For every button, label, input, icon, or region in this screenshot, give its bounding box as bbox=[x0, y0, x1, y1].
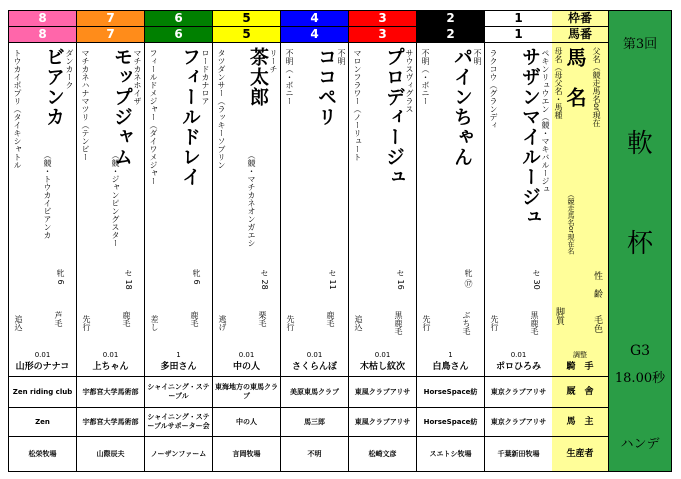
style-legend: 脚質 bbox=[554, 307, 564, 325]
sire-name: ロードカナロア bbox=[201, 49, 210, 105]
stable-name: 東京クラブアリサ bbox=[485, 376, 552, 407]
waku-number: 2 bbox=[417, 11, 484, 27]
odds-value: 1 bbox=[176, 351, 181, 359]
coat-color: 黒鹿毛 bbox=[394, 311, 403, 335]
sex-age: 牝 6 bbox=[56, 269, 65, 285]
dam-name: タツダンサー（ラッキーソブリン bbox=[217, 49, 226, 169]
jockey-name: 中の人 bbox=[232, 362, 260, 372]
sex-age: セ 30 bbox=[532, 269, 541, 290]
running-style: 差し bbox=[150, 315, 159, 331]
race-round: 第3回 bbox=[622, 37, 658, 52]
running-style: 先行 bbox=[82, 315, 91, 331]
jockey-name: 山形のナナコ bbox=[15, 362, 70, 372]
dam-sire-note: （競・ジャンピングスター bbox=[111, 151, 120, 247]
dam-name: マロンフラワー（ノーリュート bbox=[353, 49, 362, 161]
header-column bbox=[552, 11, 609, 471]
stable-name: シャイニング・ステーブル bbox=[145, 376, 212, 407]
stable-legend: 厩 舎 bbox=[552, 376, 608, 407]
odds-value: 0.01 bbox=[510, 351, 527, 359]
jockey-name: 木枯し紋次 bbox=[359, 362, 405, 372]
sire-name: ペキンリュウエン（競・マキバルージュ bbox=[541, 49, 550, 193]
horse-column bbox=[281, 11, 349, 471]
jockey-legend: 騎 手 bbox=[566, 362, 594, 372]
sex-age: セ 16 bbox=[396, 269, 405, 290]
race-info-column bbox=[609, 11, 671, 471]
sire-name: 不明 bbox=[473, 49, 482, 65]
owner-name: Zen bbox=[9, 407, 76, 436]
sex-age: セ 28 bbox=[260, 269, 269, 290]
owner-name: 東京クラブアリサ bbox=[485, 407, 552, 436]
running-style: 追込 bbox=[14, 315, 23, 331]
sire-name: サウスヴィグラス bbox=[405, 49, 414, 113]
running-style: 先行 bbox=[286, 315, 295, 331]
umaban-number: 4 bbox=[281, 27, 348, 43]
dam-name: 不明（・ボニー bbox=[421, 49, 430, 105]
coat-color: 芦毛 bbox=[54, 311, 63, 327]
breeder-name: 不明 bbox=[281, 436, 348, 471]
sire-name: ダンカーク bbox=[65, 49, 74, 89]
running-style: 追込 bbox=[354, 315, 363, 331]
breeder-name: スエトシ牧場 bbox=[417, 436, 484, 471]
odds-legend: 調整 bbox=[573, 351, 587, 359]
dam-note-legend: （競走馬名or現在名 bbox=[567, 191, 575, 255]
stable-name: 宇都宮大学馬術部 bbox=[77, 376, 144, 407]
jockey-name: ポロひろみ bbox=[495, 362, 541, 372]
umaban-number: 2 bbox=[417, 27, 484, 43]
waku-number: 5 bbox=[213, 11, 280, 27]
waku-label: 枠番 bbox=[552, 11, 608, 27]
breeder-name: 千葉新田牧場 bbox=[485, 436, 552, 471]
odds-value: 0.01 bbox=[238, 351, 255, 359]
waku-number: 3 bbox=[349, 11, 416, 27]
sire-name: マチカネホイザ bbox=[133, 49, 142, 105]
owner-name: 東風クラブアリサ bbox=[349, 407, 416, 436]
horse-column bbox=[485, 11, 553, 471]
waku-number: 6 bbox=[145, 11, 212, 27]
waku-number: 7 bbox=[77, 11, 144, 27]
dam-name: マチカネハナマツリ（テンビー bbox=[81, 49, 90, 161]
owner-name: 宇都宮大学馬術部 bbox=[77, 407, 144, 436]
odds-value: 0.01 bbox=[374, 351, 391, 359]
horse-name: 茶太郎 bbox=[247, 47, 269, 107]
race-name-2: 杯 bbox=[626, 229, 653, 259]
coat-color: ぶち毛 bbox=[462, 311, 471, 335]
owner-legend: 馬 主 bbox=[552, 407, 608, 436]
waku-number: 8 bbox=[9, 11, 76, 27]
horse-column bbox=[145, 11, 213, 471]
stable-name: Zen riding club bbox=[9, 376, 76, 407]
umaban-number: 6 bbox=[145, 27, 212, 43]
odds-value: 1 bbox=[448, 351, 453, 359]
coat-color: 鹿毛 bbox=[122, 311, 131, 327]
coat-color: 鹿毛 bbox=[190, 311, 199, 327]
sexage-legend: 性 齢 bbox=[592, 271, 602, 298]
race-time: 18.00秒 bbox=[614, 371, 666, 386]
breeder-name: 言岡牧場 bbox=[213, 436, 280, 471]
breeder-legend: 生産者 bbox=[552, 436, 608, 471]
horse-name: モップジャム bbox=[111, 47, 133, 167]
horse-name: サザンマイルージュ bbox=[519, 47, 541, 227]
race-name-1: 軟 bbox=[626, 129, 653, 159]
coat-color: 黒鹿毛 bbox=[530, 311, 539, 335]
umaban-number: 7 bbox=[77, 27, 144, 43]
umaban-number: 5 bbox=[213, 27, 280, 43]
coat-legend: 毛色 bbox=[592, 315, 602, 333]
umaban-label: 馬番 bbox=[552, 27, 608, 43]
umaban-number: 8 bbox=[9, 27, 76, 43]
jockey-name: 多田さん bbox=[160, 362, 197, 372]
owner-name: シャイニング・ステーブルサポーター会 bbox=[145, 407, 212, 436]
breeder-name: 松崎文彦 bbox=[349, 436, 416, 471]
entry-card bbox=[8, 10, 672, 472]
stable-name: 東海地方の東馬クラブ bbox=[213, 376, 280, 407]
race-grade: G3 bbox=[629, 343, 651, 359]
horse-column bbox=[349, 11, 417, 471]
sire-name: リーチ bbox=[269, 49, 278, 73]
umaban-number: 3 bbox=[349, 27, 416, 43]
sex-age: セ 18 bbox=[124, 269, 133, 290]
owner-name: 中の人 bbox=[213, 407, 280, 436]
horse-name: ビアンカ bbox=[43, 47, 65, 127]
stable-name: HorseSpace紡 bbox=[417, 376, 484, 407]
owner-name: 馬三郎 bbox=[281, 407, 348, 436]
horse-column bbox=[213, 11, 281, 471]
sex-age: 牝 6 bbox=[192, 269, 201, 285]
horse-name: フィールドレイ bbox=[179, 47, 201, 187]
horse-column bbox=[417, 11, 485, 471]
stable-name: 美原東馬クラブ bbox=[281, 376, 348, 407]
sex-age: 牝 ⑰ bbox=[464, 269, 473, 288]
waku-number: 1 bbox=[485, 11, 552, 27]
running-style: 先行 bbox=[490, 315, 499, 331]
stable-name: 東風クラブアリサ bbox=[349, 376, 416, 407]
waku-number: 4 bbox=[281, 11, 348, 27]
owner-name: HorseSpace紡 bbox=[417, 407, 484, 436]
sire-name: 不明 bbox=[337, 49, 346, 65]
dam-name: ラクコウ（グランディ bbox=[489, 49, 498, 129]
dam-name: 不明（・ボニー bbox=[285, 49, 294, 105]
sire-legend: 父名（競走馬名or現在 bbox=[592, 47, 601, 128]
breeder-name: ノーザンファーム bbox=[145, 436, 212, 471]
horse-column bbox=[9, 11, 77, 471]
jockey-name: 白鳥さん bbox=[432, 362, 469, 372]
horse-name: ココペリ bbox=[315, 47, 337, 127]
odds-value: 0.01 bbox=[34, 351, 51, 359]
odds-value: 0.01 bbox=[306, 351, 323, 359]
running-style: 先行 bbox=[422, 315, 431, 331]
running-style: 逃げ bbox=[218, 315, 227, 331]
dam-name: フィールドメジャー（ダイワメジャー bbox=[149, 49, 158, 185]
sex-age: セ 11 bbox=[328, 269, 337, 290]
breeder-name: 松栄牧場 bbox=[9, 436, 76, 471]
dam-legend: 母名（母父名・馬種 bbox=[554, 47, 563, 119]
horse-name: プロディージュ bbox=[383, 47, 405, 187]
handicap: ハンデ bbox=[620, 437, 660, 452]
jockey-name: さくらんぼ bbox=[291, 362, 337, 372]
dam-name: トウカイポプリ（タイキシャトル bbox=[13, 49, 22, 169]
dam-sire-note: （競・マチカネオンガエシ bbox=[247, 151, 256, 247]
horse-column bbox=[77, 11, 145, 471]
horse-name: パインちゃん bbox=[451, 47, 473, 167]
jockey-name: 上ちゃん bbox=[92, 362, 129, 372]
coat-color: 鹿毛 bbox=[326, 311, 335, 327]
umaban-number: 1 bbox=[485, 27, 552, 43]
odds-value: 0.01 bbox=[102, 351, 119, 359]
dam-sire-note: （競・トウカイビアンカ bbox=[43, 151, 52, 239]
breeder-name: 山際辰夫 bbox=[77, 436, 144, 471]
name-legend: 馬 名 bbox=[563, 47, 587, 107]
coat-color: 栗毛 bbox=[258, 311, 267, 327]
